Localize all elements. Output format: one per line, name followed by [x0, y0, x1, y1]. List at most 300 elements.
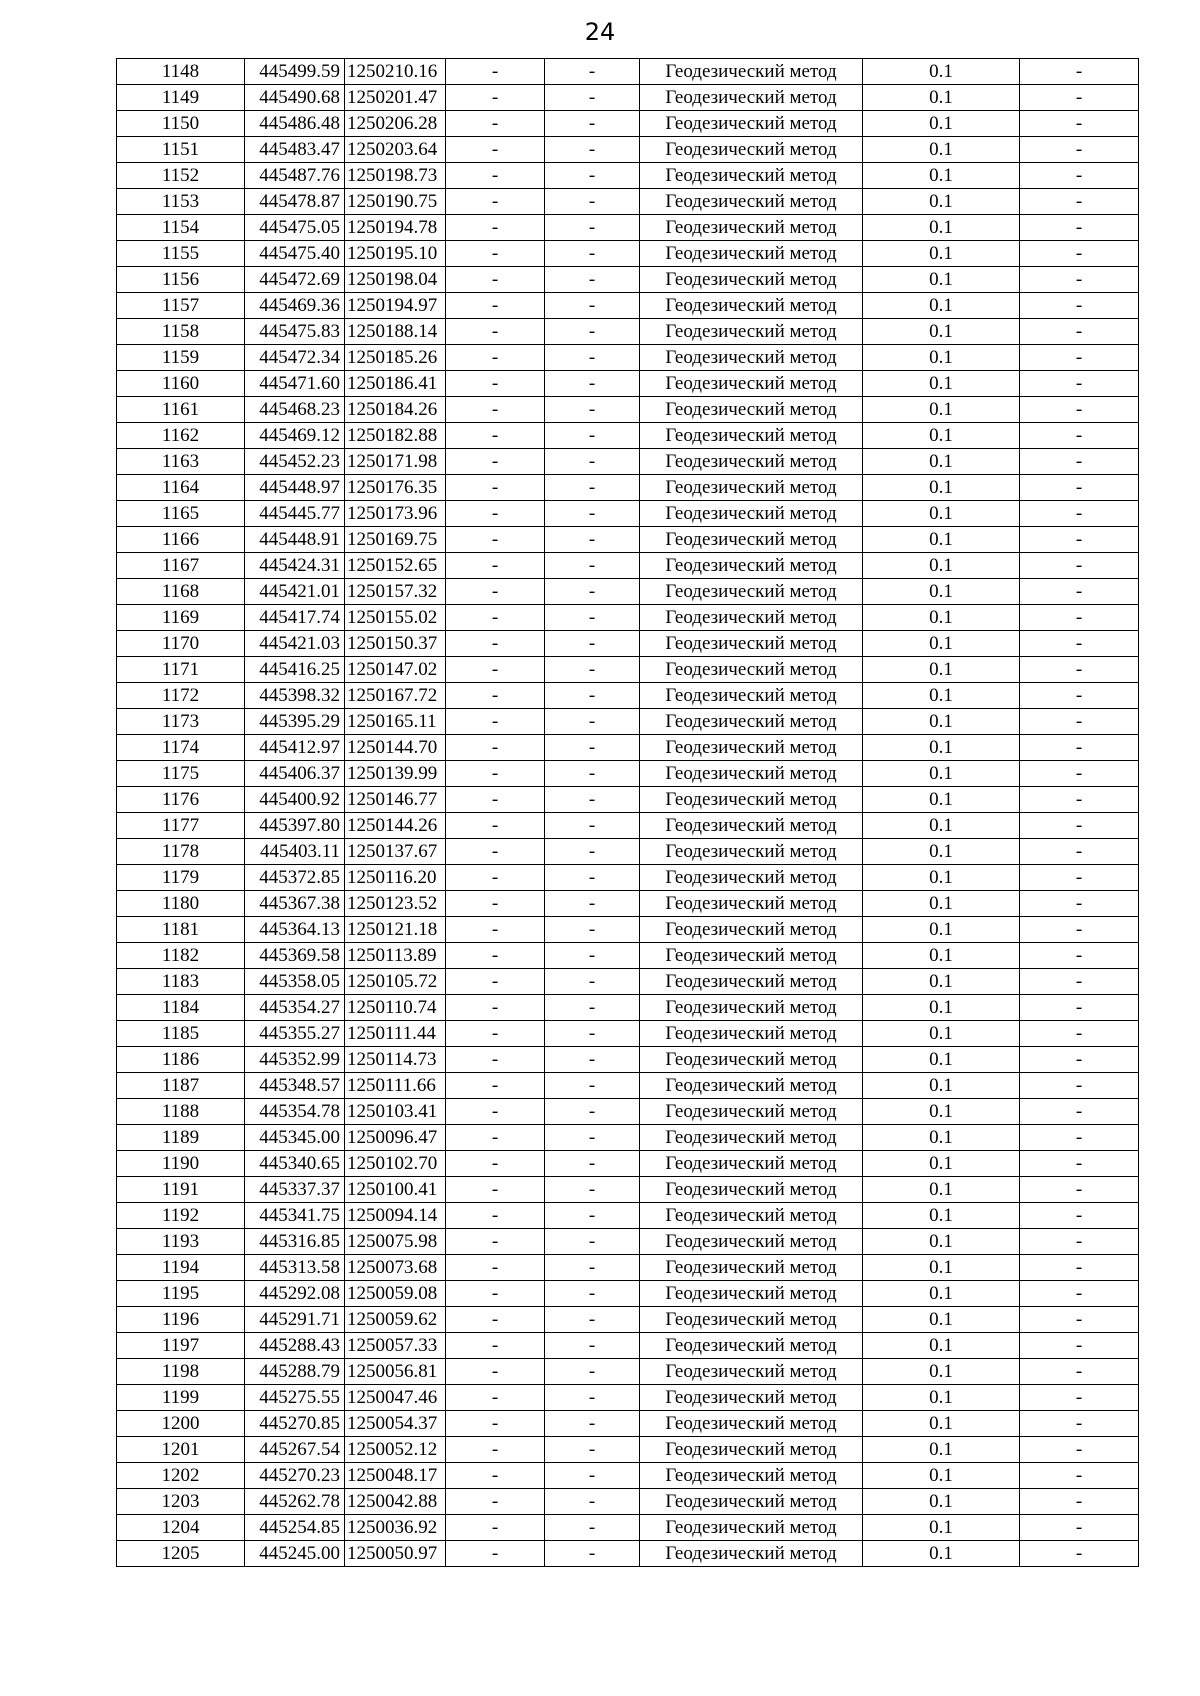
method-cell: Геодезический метод [640, 293, 863, 319]
x-coordinate-cell: 445270.85 [245, 1411, 345, 1437]
table-row [117, 1411, 1139, 1437]
empty-cell-c: - [1020, 1437, 1139, 1463]
y-coordinate-cell: 1250096.47 [345, 1125, 446, 1151]
empty-cell-b: - [545, 787, 640, 813]
table-row [117, 787, 1139, 813]
table-row [117, 1047, 1139, 1073]
empty-cell-b: - [545, 761, 640, 787]
empty-cell-c: - [1020, 1281, 1139, 1307]
accuracy-cell: 0.1 [863, 267, 1020, 293]
point-number-cell: 1198 [117, 1359, 245, 1385]
empty-cell-a: - [446, 761, 545, 787]
x-coordinate-cell: 445475.83 [245, 319, 345, 345]
empty-cell-c: - [1020, 995, 1139, 1021]
accuracy-cell: 0.1 [863, 735, 1020, 761]
accuracy-cell: 0.1 [863, 293, 1020, 319]
empty-cell-b: - [545, 735, 640, 761]
point-number-cell: 1159 [117, 345, 245, 371]
empty-cell-b: - [545, 631, 640, 657]
table-row [117, 839, 1139, 865]
method-cell: Геодезический метод [640, 553, 863, 579]
point-number-cell: 1160 [117, 371, 245, 397]
accuracy-cell: 0.1 [863, 1515, 1020, 1541]
y-coordinate-cell: 1250094.14 [345, 1203, 446, 1229]
accuracy-cell: 0.1 [863, 241, 1020, 267]
table-row [117, 85, 1139, 111]
empty-cell-a: - [446, 241, 545, 267]
point-number-cell: 1180 [117, 891, 245, 917]
empty-cell-b: - [545, 709, 640, 735]
empty-cell-a: - [446, 1099, 545, 1125]
table-row [117, 1489, 1139, 1515]
empty-cell-c: - [1020, 1359, 1139, 1385]
method-cell: Геодезический метод [640, 839, 863, 865]
point-number-cell: 1161 [117, 397, 245, 423]
empty-cell-b: - [545, 215, 640, 241]
y-coordinate-cell: 1250176.35 [345, 475, 446, 501]
empty-cell-b: - [545, 943, 640, 969]
empty-cell-c: - [1020, 891, 1139, 917]
empty-cell-c: - [1020, 85, 1139, 111]
y-coordinate-cell: 1250169.75 [345, 527, 446, 553]
table-row [117, 995, 1139, 1021]
empty-cell-b: - [545, 1021, 640, 1047]
empty-cell-b: - [545, 527, 640, 553]
accuracy-cell: 0.1 [863, 1333, 1020, 1359]
empty-cell-a: - [446, 267, 545, 293]
empty-cell-b: - [545, 605, 640, 631]
method-cell: Геодезический метод [640, 371, 863, 397]
empty-cell-a: - [446, 1515, 545, 1541]
x-coordinate-cell: 445364.13 [245, 917, 345, 943]
x-coordinate-cell: 445452.23 [245, 449, 345, 475]
empty-cell-b: - [545, 1203, 640, 1229]
empty-cell-a: - [446, 397, 545, 423]
method-cell: Геодезический метод [640, 1333, 863, 1359]
point-number-cell: 1205 [117, 1541, 245, 1567]
empty-cell-c: - [1020, 1385, 1139, 1411]
empty-cell-c: - [1020, 917, 1139, 943]
table-row [117, 1099, 1139, 1125]
point-number-cell: 1183 [117, 969, 245, 995]
table-row [117, 1385, 1139, 1411]
empty-cell-a: - [446, 605, 545, 631]
accuracy-cell: 0.1 [863, 891, 1020, 917]
page-number: 24 [584, 18, 616, 46]
table-row [117, 1463, 1139, 1489]
empty-cell-a: - [446, 1463, 545, 1489]
table-row [117, 1281, 1139, 1307]
y-coordinate-cell: 1250186.41 [345, 371, 446, 397]
x-coordinate-cell: 445267.54 [245, 1437, 345, 1463]
x-coordinate-cell: 445340.65 [245, 1151, 345, 1177]
empty-cell-c: - [1020, 423, 1139, 449]
empty-cell-a: - [446, 891, 545, 917]
empty-cell-c: - [1020, 1515, 1139, 1541]
empty-cell-a: - [446, 995, 545, 1021]
point-number-cell: 1165 [117, 501, 245, 527]
point-number-cell: 1171 [117, 657, 245, 683]
empty-cell-a: - [446, 527, 545, 553]
empty-cell-b: - [545, 1281, 640, 1307]
table-row [117, 605, 1139, 631]
point-number-cell: 1195 [117, 1281, 245, 1307]
x-coordinate-cell: 445416.25 [245, 657, 345, 683]
table-row [117, 215, 1139, 241]
accuracy-cell: 0.1 [863, 1385, 1020, 1411]
method-cell: Геодезический метод [640, 683, 863, 709]
y-coordinate-cell: 1250185.26 [345, 345, 446, 371]
point-number-cell: 1204 [117, 1515, 245, 1541]
empty-cell-a: - [446, 631, 545, 657]
empty-cell-c: - [1020, 137, 1139, 163]
empty-cell-b: - [545, 449, 640, 475]
point-number-cell: 1201 [117, 1437, 245, 1463]
accuracy-cell: 0.1 [863, 345, 1020, 371]
empty-cell-a: - [446, 657, 545, 683]
point-number-cell: 1203 [117, 1489, 245, 1515]
empty-cell-c: - [1020, 709, 1139, 735]
empty-cell-c: - [1020, 1307, 1139, 1333]
y-coordinate-cell: 1250048.17 [345, 1463, 446, 1489]
table-row [117, 319, 1139, 345]
method-cell: Геодезический метод [640, 189, 863, 215]
empty-cell-a: - [446, 579, 545, 605]
accuracy-cell: 0.1 [863, 865, 1020, 891]
empty-cell-b: - [545, 1073, 640, 1099]
empty-cell-c: - [1020, 449, 1139, 475]
point-number-cell: 1194 [117, 1255, 245, 1281]
empty-cell-c: - [1020, 1229, 1139, 1255]
empty-cell-a: - [446, 1229, 545, 1255]
empty-cell-b: - [545, 241, 640, 267]
empty-cell-b: - [545, 189, 640, 215]
table-row [117, 1203, 1139, 1229]
empty-cell-b: - [545, 1177, 640, 1203]
x-coordinate-cell: 445254.85 [245, 1515, 345, 1541]
empty-cell-b: - [545, 1125, 640, 1151]
y-coordinate-cell: 1250147.02 [345, 657, 446, 683]
method-cell: Геодезический метод [640, 1437, 863, 1463]
table-row [117, 579, 1139, 605]
x-coordinate-cell: 445472.34 [245, 345, 345, 371]
point-number-cell: 1167 [117, 553, 245, 579]
x-coordinate-cell: 445406.37 [245, 761, 345, 787]
table-row [117, 397, 1139, 423]
method-cell: Геодезический метод [640, 1307, 863, 1333]
point-number-cell: 1178 [117, 839, 245, 865]
empty-cell-a: - [446, 1047, 545, 1073]
x-coordinate-cell: 445355.27 [245, 1021, 345, 1047]
x-coordinate-cell: 445291.71 [245, 1307, 345, 1333]
y-coordinate-cell: 1250206.28 [345, 111, 446, 137]
point-number-cell: 1154 [117, 215, 245, 241]
y-coordinate-cell: 1250146.77 [345, 787, 446, 813]
point-number-cell: 1200 [117, 1411, 245, 1437]
table-row [117, 111, 1139, 137]
x-coordinate-cell: 445292.08 [245, 1281, 345, 1307]
empty-cell-c: - [1020, 1333, 1139, 1359]
x-coordinate-cell: 445478.87 [245, 189, 345, 215]
empty-cell-b: - [545, 839, 640, 865]
point-number-cell: 1156 [117, 267, 245, 293]
method-cell: Геодезический метод [640, 267, 863, 293]
empty-cell-c: - [1020, 1203, 1139, 1229]
empty-cell-b: - [545, 397, 640, 423]
table-row [117, 813, 1139, 839]
x-coordinate-cell: 445421.03 [245, 631, 345, 657]
empty-cell-b: - [545, 995, 640, 1021]
empty-cell-c: - [1020, 475, 1139, 501]
empty-cell-b: - [545, 501, 640, 527]
empty-cell-b: - [545, 1541, 640, 1567]
empty-cell-a: - [446, 1125, 545, 1151]
point-number-cell: 1158 [117, 319, 245, 345]
empty-cell-b: - [545, 423, 640, 449]
empty-cell-b: - [545, 345, 640, 371]
empty-cell-a: - [446, 1151, 545, 1177]
table-row [117, 267, 1139, 293]
y-coordinate-cell: 1250182.88 [345, 423, 446, 449]
y-coordinate-cell: 1250198.73 [345, 163, 446, 189]
y-coordinate-cell: 1250203.64 [345, 137, 446, 163]
empty-cell-c: - [1020, 293, 1139, 319]
method-cell: Геодезический метод [640, 1541, 863, 1567]
x-coordinate-cell: 445424.31 [245, 553, 345, 579]
empty-cell-a: - [446, 839, 545, 865]
y-coordinate-cell: 1250116.20 [345, 865, 446, 891]
empty-cell-a: - [446, 1385, 545, 1411]
y-coordinate-cell: 1250194.97 [345, 293, 446, 319]
table-row [117, 1359, 1139, 1385]
y-coordinate-cell: 1250173.96 [345, 501, 446, 527]
empty-cell-c: - [1020, 1151, 1139, 1177]
x-coordinate-cell: 445412.97 [245, 735, 345, 761]
x-coordinate-cell: 445367.38 [245, 891, 345, 917]
method-cell: Геодезический метод [640, 995, 863, 1021]
empty-cell-b: - [545, 85, 640, 111]
empty-cell-c: - [1020, 241, 1139, 267]
empty-cell-c: - [1020, 605, 1139, 631]
y-coordinate-cell: 1250167.72 [345, 683, 446, 709]
accuracy-cell: 0.1 [863, 1307, 1020, 1333]
empty-cell-c: - [1020, 371, 1139, 397]
x-coordinate-cell: 445262.78 [245, 1489, 345, 1515]
table-row [117, 917, 1139, 943]
empty-cell-b: - [545, 683, 640, 709]
method-cell: Геодезический метод [640, 631, 863, 657]
accuracy-cell: 0.1 [863, 1099, 1020, 1125]
y-coordinate-cell: 1250057.33 [345, 1333, 446, 1359]
empty-cell-c: - [1020, 1177, 1139, 1203]
y-coordinate-cell: 1250113.89 [345, 943, 446, 969]
accuracy-cell: 0.1 [863, 527, 1020, 553]
y-coordinate-cell: 1250184.26 [345, 397, 446, 423]
x-coordinate-cell: 445341.75 [245, 1203, 345, 1229]
y-coordinate-cell: 1250123.52 [345, 891, 446, 917]
method-cell: Геодезический метод [640, 709, 863, 735]
accuracy-cell: 0.1 [863, 59, 1020, 85]
empty-cell-a: - [446, 709, 545, 735]
point-number-cell: 1186 [117, 1047, 245, 1073]
empty-cell-b: - [545, 1255, 640, 1281]
accuracy-cell: 0.1 [863, 943, 1020, 969]
table-row [117, 1437, 1139, 1463]
x-coordinate-cell: 445337.37 [245, 1177, 345, 1203]
method-cell: Геодезический метод [640, 475, 863, 501]
table-row [117, 501, 1139, 527]
x-coordinate-cell: 445316.85 [245, 1229, 345, 1255]
y-coordinate-cell: 1250042.88 [345, 1489, 446, 1515]
table-row [117, 423, 1139, 449]
accuracy-cell: 0.1 [863, 137, 1020, 163]
accuracy-cell: 0.1 [863, 1359, 1020, 1385]
empty-cell-b: - [545, 1411, 640, 1437]
point-number-cell: 1152 [117, 163, 245, 189]
method-cell: Геодезический метод [640, 215, 863, 241]
y-coordinate-cell: 1250111.66 [345, 1073, 446, 1099]
point-number-cell: 1175 [117, 761, 245, 787]
accuracy-cell: 0.1 [863, 969, 1020, 995]
y-coordinate-cell: 1250210.16 [345, 59, 446, 85]
table-row [117, 1333, 1139, 1359]
x-coordinate-cell: 445468.23 [245, 397, 345, 423]
x-coordinate-cell: 445369.58 [245, 943, 345, 969]
empty-cell-a: - [446, 1541, 545, 1567]
empty-cell-c: - [1020, 1021, 1139, 1047]
empty-cell-c: - [1020, 1047, 1139, 1073]
empty-cell-a: - [446, 85, 545, 111]
x-coordinate-cell: 445288.79 [245, 1359, 345, 1385]
y-coordinate-cell: 1250137.67 [345, 839, 446, 865]
y-coordinate-cell: 1250198.04 [345, 267, 446, 293]
y-coordinate-cell: 1250157.32 [345, 579, 446, 605]
x-coordinate-cell: 445245.00 [245, 1541, 345, 1567]
empty-cell-a: - [446, 371, 545, 397]
point-number-cell: 1189 [117, 1125, 245, 1151]
accuracy-cell: 0.1 [863, 1255, 1020, 1281]
empty-cell-a: - [446, 1255, 545, 1281]
x-coordinate-cell: 445345.00 [245, 1125, 345, 1151]
y-coordinate-cell: 1250059.62 [345, 1307, 446, 1333]
y-coordinate-cell: 1250194.78 [345, 215, 446, 241]
table-row [117, 943, 1139, 969]
empty-cell-c: - [1020, 345, 1139, 371]
table-row [117, 1151, 1139, 1177]
method-cell: Геодезический метод [640, 969, 863, 995]
empty-cell-c: - [1020, 943, 1139, 969]
y-coordinate-cell: 1250075.98 [345, 1229, 446, 1255]
empty-cell-c: - [1020, 501, 1139, 527]
y-coordinate-cell: 1250059.08 [345, 1281, 446, 1307]
table-row [117, 189, 1139, 215]
point-number-cell: 1199 [117, 1385, 245, 1411]
x-coordinate-cell: 445403.11 [245, 839, 345, 865]
accuracy-cell: 0.1 [863, 319, 1020, 345]
table-row [117, 345, 1139, 371]
empty-cell-b: - [545, 1437, 640, 1463]
y-coordinate-cell: 1250155.02 [345, 605, 446, 631]
empty-cell-a: - [446, 735, 545, 761]
empty-cell-b: - [545, 1489, 640, 1515]
point-number-cell: 1197 [117, 1333, 245, 1359]
empty-cell-a: - [446, 475, 545, 501]
table-row [117, 969, 1139, 995]
y-coordinate-cell: 1250114.73 [345, 1047, 446, 1073]
accuracy-cell: 0.1 [863, 1151, 1020, 1177]
empty-cell-c: - [1020, 111, 1139, 137]
point-number-cell: 1191 [117, 1177, 245, 1203]
point-number-cell: 1168 [117, 579, 245, 605]
empty-cell-b: - [545, 1359, 640, 1385]
x-coordinate-cell: 445354.27 [245, 995, 345, 1021]
x-coordinate-cell: 445469.36 [245, 293, 345, 319]
point-number-cell: 1196 [117, 1307, 245, 1333]
point-number-cell: 1174 [117, 735, 245, 761]
empty-cell-c: - [1020, 761, 1139, 787]
accuracy-cell: 0.1 [863, 501, 1020, 527]
method-cell: Геодезический метод [640, 605, 863, 631]
accuracy-cell: 0.1 [863, 189, 1020, 215]
table-row [117, 527, 1139, 553]
point-number-cell: 1149 [117, 85, 245, 111]
empty-cell-a: - [446, 1437, 545, 1463]
method-cell: Геодезический метод [640, 917, 863, 943]
point-number-cell: 1164 [117, 475, 245, 501]
empty-cell-c: - [1020, 397, 1139, 423]
point-number-cell: 1170 [117, 631, 245, 657]
x-coordinate-cell: 445448.97 [245, 475, 345, 501]
point-number-cell: 1162 [117, 423, 245, 449]
point-number-cell: 1150 [117, 111, 245, 137]
point-number-cell: 1173 [117, 709, 245, 735]
empty-cell-b: - [545, 475, 640, 501]
table-row [117, 1021, 1139, 1047]
accuracy-cell: 0.1 [863, 1125, 1020, 1151]
method-cell: Геодезический метод [640, 1463, 863, 1489]
point-number-cell: 1188 [117, 1099, 245, 1125]
empty-cell-a: - [446, 865, 545, 891]
method-cell: Геодезический метод [640, 397, 863, 423]
empty-cell-b: - [545, 319, 640, 345]
point-number-cell: 1176 [117, 787, 245, 813]
point-number-cell: 1185 [117, 1021, 245, 1047]
empty-cell-a: - [446, 1177, 545, 1203]
x-coordinate-cell: 445421.01 [245, 579, 345, 605]
method-cell: Геодезический метод [640, 501, 863, 527]
empty-cell-a: - [446, 553, 545, 579]
method-cell: Геодезический метод [640, 137, 863, 163]
y-coordinate-cell: 1250144.70 [345, 735, 446, 761]
method-cell: Геодезический метод [640, 1359, 863, 1385]
method-cell: Геодезический метод [640, 319, 863, 345]
accuracy-cell: 0.1 [863, 1489, 1020, 1515]
empty-cell-a: - [446, 1203, 545, 1229]
y-coordinate-cell: 1250139.99 [345, 761, 446, 787]
table-row [117, 735, 1139, 761]
empty-cell-b: - [545, 969, 640, 995]
method-cell: Геодезический метод [640, 85, 863, 111]
table-row [117, 891, 1139, 917]
coordinates-table [116, 58, 1139, 1567]
empty-cell-a: - [446, 1073, 545, 1099]
table-row [117, 1541, 1139, 1567]
empty-cell-c: - [1020, 1099, 1139, 1125]
accuracy-cell: 0.1 [863, 1203, 1020, 1229]
x-coordinate-cell: 445288.43 [245, 1333, 345, 1359]
accuracy-cell: 0.1 [863, 1177, 1020, 1203]
empty-cell-c: - [1020, 631, 1139, 657]
